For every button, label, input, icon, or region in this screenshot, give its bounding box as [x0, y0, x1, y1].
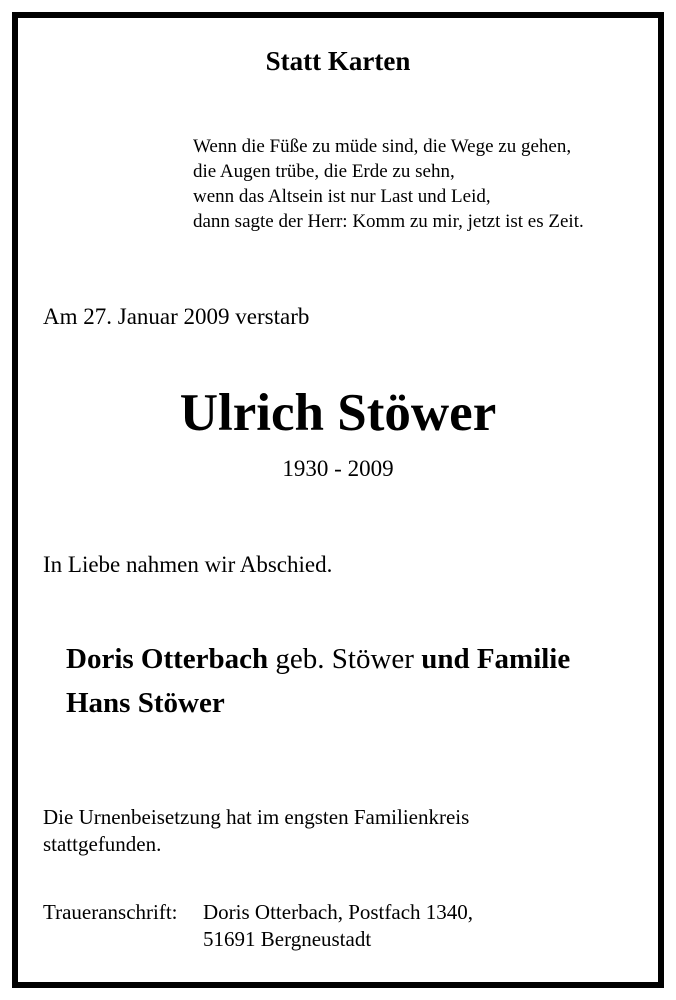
- mourner-line: [66, 637, 570, 681]
- burial-note-line: stattgefunden.: [43, 832, 162, 856]
- family-suffix: und Familie: [421, 643, 571, 675]
- poem-line: die Augen trübe, die Erde zu sehn,: [193, 161, 455, 182]
- poem-line: wenn das Altsein ist nur Last und Leid,: [193, 186, 491, 207]
- mourning-address: [43, 899, 473, 953]
- address-line: Doris Otterbach, Postfach 1340,: [203, 900, 474, 924]
- life-years: 1930 - 2009: [282, 456, 394, 481]
- poem-line: dann sagte der Herr: Komm zu mir, jetzt ist es Zeit.: [193, 211, 584, 232]
- poem: [193, 134, 584, 234]
- farewell-text: In Liebe nahmen wir Abschied.: [43, 552, 333, 577]
- burial-note-line: Die Urnenbeisetzung hat im engsten Familienkreis: [43, 805, 470, 829]
- address-line: 51691 Bergneustadt: [203, 927, 372, 951]
- address-row: [43, 926, 473, 953]
- death-announcement: Am 27. Januar 2009 verstarb: [43, 304, 310, 329]
- address-label: Traueranschrift:: [43, 900, 178, 924]
- mourners-block: [66, 637, 570, 725]
- address-row: [43, 899, 473, 926]
- mourner-name: Doris Otterbach: [66, 643, 269, 675]
- poem-line: Wenn die Füße zu müde sind, die Wege zu gehen,: [193, 136, 572, 157]
- deceased-name: Ulrich Stöwer: [179, 384, 497, 442]
- mourner-name: Hans Stöwer: [66, 687, 225, 719]
- maiden-name: geb. Stöwer: [275, 643, 414, 675]
- burial-note: [43, 804, 469, 858]
- notice-heading: Statt Karten: [265, 46, 411, 76]
